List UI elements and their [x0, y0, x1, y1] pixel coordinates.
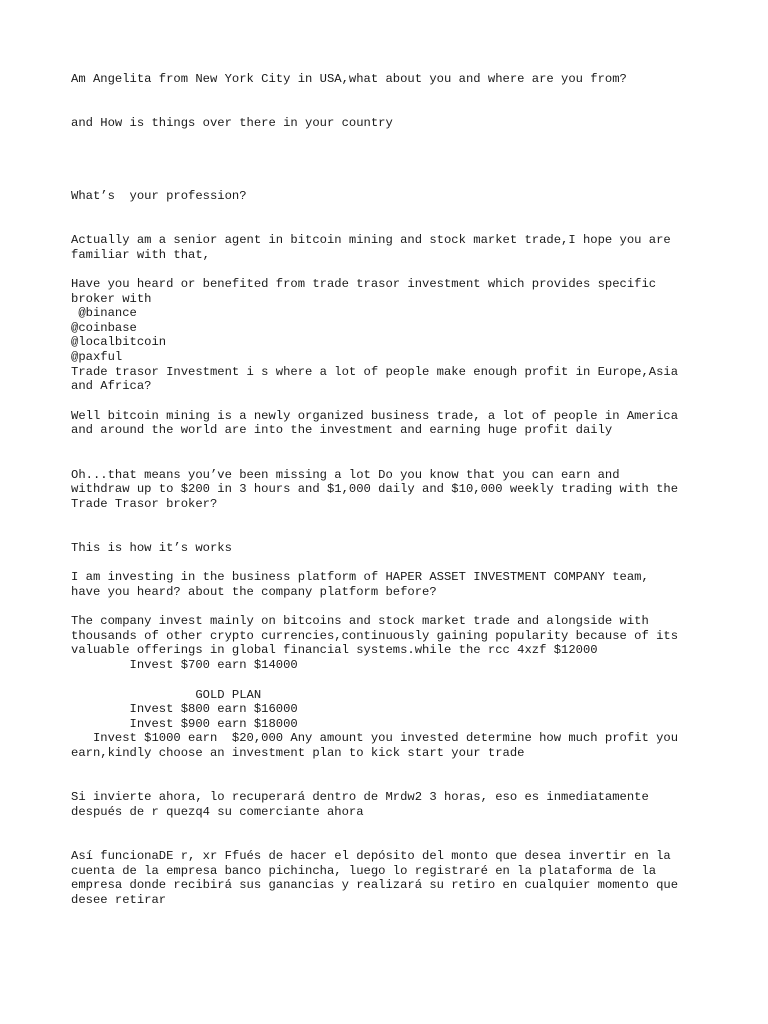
text-line: and around the world are into the investment and earning huge profit daily [71, 423, 613, 437]
text-line: What’s your profession? [71, 189, 247, 203]
text-line: Invest $700 earn $14000 [71, 658, 298, 672]
text-line: and How is things over there in your country [71, 116, 393, 130]
text-line: This is how it’s works [71, 541, 232, 555]
text-line: Oh...that means you’ve been missing a lot Do you know that you can earn and [71, 468, 620, 482]
text-line: thousands of other crypto currencies,continuously gaining popularity because of its [71, 629, 679, 643]
text-line: después de r quezq4 su comerciante ahora [71, 805, 364, 819]
text-line: have you heard? about the company platform before? [71, 585, 437, 599]
text-line: @binance [71, 306, 137, 320]
text-line: @coinbase [71, 321, 137, 335]
text-line: Am Angelita from New York City in USA,what about you and where are you from? [71, 72, 627, 86]
text-line: @paxful [71, 350, 123, 364]
text-line: Have you heard or benefited from trade trasor investment which provides specific [71, 277, 657, 291]
document-body [71, 72, 711, 907]
text-line: Invest $900 earn $18000 [71, 717, 298, 731]
text-line: withdraw up to $200 in 3 hours and $1,000 daily and $10,000 weekly trading with the [71, 482, 679, 496]
text-line: Si invierte ahora, lo recuperará dentro de Mrdw2 3 horas, eso es inmediatamente [71, 790, 649, 804]
text-line: Invest $1000 earn $20,000 Any amount you invested determine how much profit you [71, 731, 679, 745]
text-line: Well bitcoin mining is a newly organized business trade, a lot of people in America [71, 409, 679, 423]
text-line: familiar with that, [71, 248, 210, 262]
text-line: cuenta de la empresa banco pichincha, luego lo registraré en la plataforma de la [71, 864, 657, 878]
text-line: Invest $800 earn $16000 [71, 702, 298, 716]
text-line: GOLD PLAN [71, 688, 262, 702]
text-line: Actually am a senior agent in bitcoin mining and stock market trade,I hope you are [71, 233, 671, 247]
text-line: valuable offerings in global financial systems.while the rcc 4xzf $12000 [71, 643, 598, 657]
text-line: and Africa? [71, 379, 152, 393]
text-line: The company invest mainly on bitcoins and stock market trade and alongside with [71, 614, 649, 628]
text-line: I am investing in the business platform of HAPER ASSET INVESTMENT COMPANY team, [71, 570, 649, 584]
text-line: @localbitcoin [71, 335, 167, 349]
text-line: Trade trasor Investment i s where a lot of people make enough profit in Europe,Asia [71, 365, 679, 379]
text-line: earn,kindly choose an investment plan to kick start your trade [71, 746, 525, 760]
text-line: Trade Trasor broker? [71, 497, 218, 511]
text-line: Así funcionaDE r, xr Ffués de hacer el depósito del monto que desea invertir en la [71, 849, 671, 863]
text-line: empresa donde recibirá sus ganancias y realizará su retiro en cualquier momento que [71, 878, 679, 892]
text-line: desee retirar [71, 893, 167, 907]
text-line: broker with [71, 292, 152, 306]
